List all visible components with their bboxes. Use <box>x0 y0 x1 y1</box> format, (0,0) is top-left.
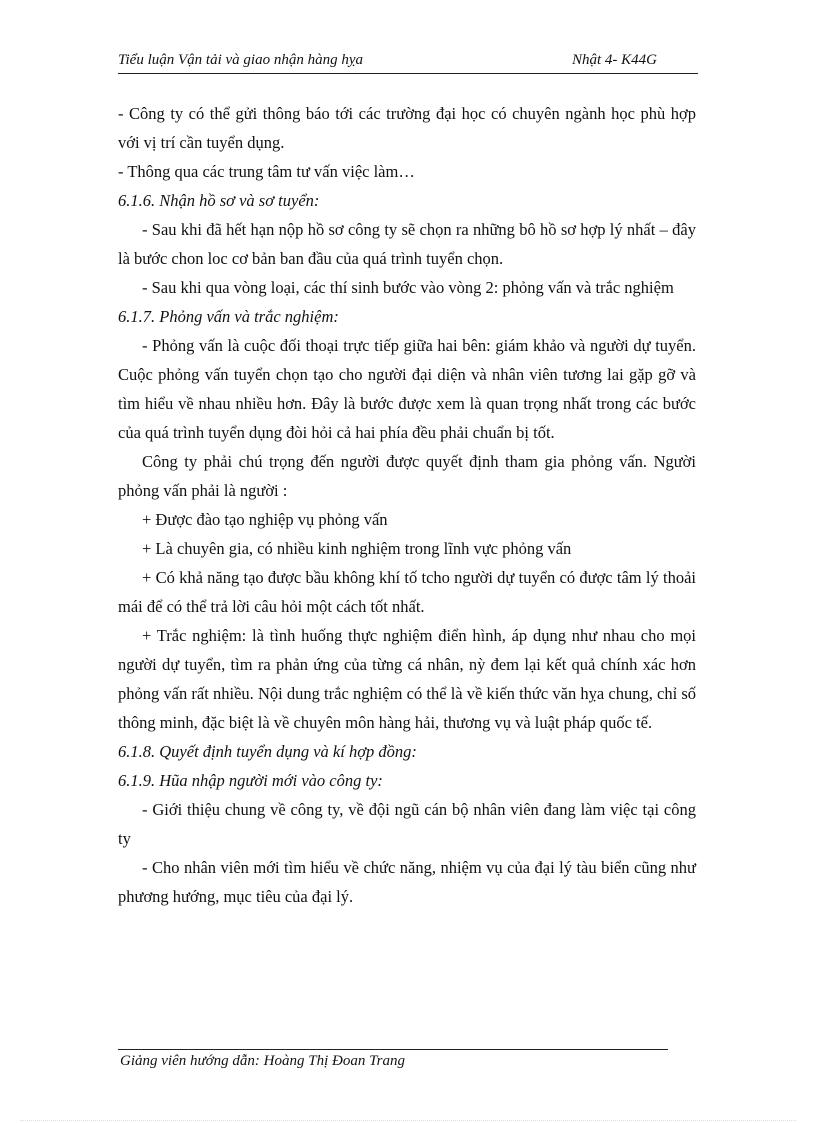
paragraph: - Cho nhân viên mới tìm hiểu về chức năng, nhiệm vụ của đại lý tàu biển cũng như phương hướng, mục tiêu của đại lý. <box>118 858 696 906</box>
section-heading: 6.1.6. Nhận hồ sơ và sơ tuyển: <box>118 191 320 210</box>
list-item: + Trắc nghiệm: là tình huống thực nghiệm điển hình, áp dụng như nhau cho mọi người dự tuyển, tìm ra phản ứng của từng cá nhân, nỳ đem lại kết quả chính xác hơn phỏng vấn rất nhiều. Nội dung trắc nghiệm có thể là về kiến thức văn hỵa chung, chỉ số thông minh, đặc biệt là về chuyên môn hàng hải, thương vụ và luật pháp quốc tế. <box>118 626 696 732</box>
list-item: + Là chuyên gia, có nhiều kinh nghiệm trong lĩnh vực phỏng vấn <box>142 539 572 558</box>
paragraph: - Thông qua các trung tâm tư vấn việc làm… <box>118 162 415 181</box>
header-title: Tiểu luận Vận tải và giao nhận hàng hỵa <box>118 52 363 68</box>
paragraph: - Giới thiệu chung về công ty, về đội ngũ cán bộ nhân viên đang làm việc tại công ty <box>118 800 696 848</box>
section-heading: 6.1.8. Quyết định tuyển dụng và kí hợp đồng: <box>118 742 417 761</box>
paragraph: - Sau khi đã hết hạn nộp hồ sơ công ty sẽ chọn ra những bô hồ sơ hợp lý nhất – đây là bước chon loc cơ bản ban đầu của quá trình tuyển chọn. <box>118 220 696 268</box>
footer-divider <box>118 1049 668 1050</box>
page-header <box>118 50 698 74</box>
footer-supervisor: Giảng viên hướng dẫn: Hoàng Thị Đoan Trang <box>120 1053 405 1069</box>
list-item: + Có khả năng tạo được bầu không khí tố tcho người dự tuyển có được tâm lý thoải mái để có thể trả lời câu hỏi một cách tốt nhất. <box>118 568 696 616</box>
document-body <box>118 99 696 911</box>
page-edge <box>20 1120 796 1121</box>
paragraph: - Sau khi qua vòng loại, các thí sinh bước vào vòng 2: phỏng vấn và trắc nghiệm <box>142 278 674 297</box>
header-divider <box>118 73 698 74</box>
list-item: + Được đào tạo nghiệp vụ phỏng vấn <box>142 510 388 529</box>
paragraph: - Công ty có thể gửi thông báo tới các trường đại học có chuyên ngành học phù hợp với vị trí cần tuyển dụng. <box>118 104 696 152</box>
paragraph: Công ty phải chú trọng đến người được quyết định tham gia phỏng vấn. Người phỏng vấn phải là người : <box>118 452 696 500</box>
section-heading: 6.1.7. Phỏng vấn và trắc nghiệm: <box>118 307 339 326</box>
paragraph: - Phỏng vấn là cuộc đối thoại trực tiếp giữa hai bên: giám khảo và người dự tuyển. Cuộc phỏng vấn tuyển chọn tạo cho người đại diện và nhân viên tương lai gặp gỡ và tìm hiểu về nhau nhiều hơn. Đây là bước được xem là quan trọng nhất trong các bước của quá trình tuyển dụng đòi hỏi cả hai phía đều phải chuẩn bị tốt. <box>118 336 696 442</box>
header-author: Nhật 4- K44G <box>572 52 658 68</box>
section-heading: 6.1.9. Hũa nhập người mới vào công ty: <box>118 771 383 790</box>
